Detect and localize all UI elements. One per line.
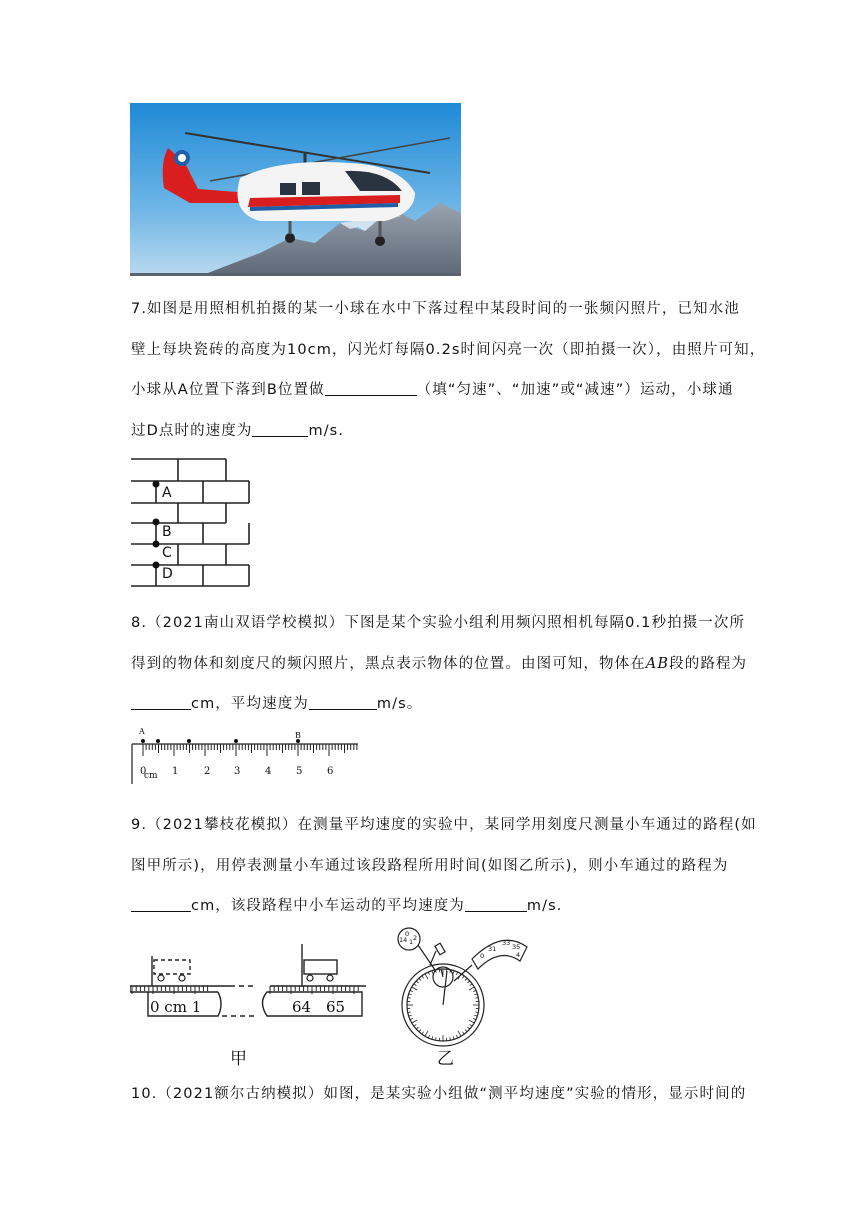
label-a: A bbox=[162, 485, 172, 501]
dial-tick bbox=[465, 978, 467, 980]
tick-label-2: 2 bbox=[204, 766, 211, 777]
dial-tick bbox=[465, 1030, 467, 1032]
dial-tick bbox=[432, 1036, 433, 1039]
question-text: 小球从A位置下落到B位置做 bbox=[131, 382, 325, 398]
large-dial-label: 31 bbox=[488, 945, 497, 953]
tick-label-3: 3 bbox=[234, 766, 241, 777]
stopwatch-figure bbox=[392, 925, 534, 1049]
dial-tick bbox=[473, 990, 476, 991]
answer-blank[interactable] bbox=[131, 693, 191, 710]
question-text: m/s。 bbox=[376, 696, 423, 712]
object-dot-a bbox=[141, 739, 145, 743]
label-d: D bbox=[162, 566, 173, 582]
question-text: 图甲所示)，用停表测量小车通过该段路程所用时间(如图乙所示)，则小车通过的路程为 bbox=[131, 857, 729, 874]
helicopter-photo bbox=[130, 103, 461, 276]
tick-label-5: 5 bbox=[296, 766, 303, 777]
answer-blank[interactable] bbox=[325, 379, 417, 396]
dial-tick bbox=[458, 1031, 461, 1036]
dial-tick bbox=[409, 1015, 412, 1016]
question-text: m/s. bbox=[526, 898, 563, 914]
tick-label-6: 6 bbox=[327, 766, 334, 777]
question-number: 7. bbox=[131, 301, 148, 317]
dial-tick bbox=[409, 994, 412, 995]
dial-tick bbox=[416, 981, 418, 983]
question-text: 段的路程为 bbox=[669, 655, 748, 672]
dial-tick bbox=[422, 976, 424, 978]
figure-caption-a: 甲 bbox=[230, 1049, 247, 1069]
ruler-label-a: A bbox=[139, 727, 145, 736]
question-text: （2021额尔古纳模拟）如图，是某实验小组做“测平均速度”实验的情形，显示时间的 bbox=[157, 1086, 747, 1102]
brick-wall-figure bbox=[131, 456, 253, 588]
ball-position-b bbox=[153, 519, 160, 526]
dial-tick bbox=[412, 987, 417, 990]
dial-tick bbox=[432, 971, 433, 974]
ruler-64-label: 64 bbox=[292, 998, 312, 1016]
question-text: cm，该段路程中小车运动的平均速度为 bbox=[191, 898, 465, 914]
ball-position-a bbox=[153, 481, 160, 488]
dial-tick bbox=[422, 1032, 424, 1034]
question-text: cm，平均速度为 bbox=[191, 696, 309, 712]
question-text: 过D点时的速度为 bbox=[131, 422, 253, 439]
dial-tick bbox=[456, 972, 457, 975]
dial-tick bbox=[469, 1020, 474, 1023]
dial-tick bbox=[425, 1031, 428, 1036]
question-10 bbox=[131, 1074, 751, 1115]
answer-blank[interactable] bbox=[131, 895, 191, 912]
object-dot bbox=[156, 739, 160, 743]
large-dial-label: 35 bbox=[512, 943, 521, 951]
large-dial-label: 0 bbox=[480, 952, 485, 960]
small-dial-label: 1 bbox=[409, 938, 414, 946]
dial-tick bbox=[462, 1032, 464, 1034]
question-number: 10. bbox=[131, 1086, 158, 1102]
dial-tick bbox=[468, 1027, 470, 1029]
question-text: （填“匀速”、“加速”或“减速”）运动，小球通 bbox=[416, 382, 734, 398]
question-text: （2021南山双语学校模拟）下图是某个实验小组利用频闪照相机每隔0.1秒拍摄一次所 bbox=[147, 615, 746, 631]
object-dot bbox=[187, 739, 191, 743]
dial-tick bbox=[469, 987, 474, 990]
question-text: 壁上每块瓷砖的高度为10cm，闪光灯每隔0.2s时间闪亮一次（即拍摄一次），由照片可知， bbox=[131, 341, 766, 358]
dial-tick bbox=[456, 1035, 457, 1038]
dial-tick bbox=[412, 1020, 417, 1023]
dial-tick bbox=[428, 1035, 429, 1038]
tick-label-4: 4 bbox=[265, 766, 272, 777]
question-7 bbox=[131, 289, 766, 451]
dial-tick bbox=[419, 1030, 421, 1032]
small-dial-label: 2 bbox=[413, 934, 418, 942]
dial-tick bbox=[410, 990, 413, 991]
question-text: （2021攀枝花模拟）在测量平均速度的实验中，某同学用刻度尺测量小车通过的路程(如 bbox=[147, 817, 757, 833]
segment-label: AB bbox=[645, 655, 670, 672]
dial-tick bbox=[425, 974, 428, 979]
small-dial-label: 14 bbox=[399, 936, 408, 944]
question-text: 如图是用照相机拍摄的某一小球在水中下落过程中某段时间的一张频闪照片，已知水池 bbox=[147, 301, 740, 317]
question-text: m/s. bbox=[308, 422, 345, 439]
dial-tick bbox=[474, 994, 477, 995]
figure-caption-b: 乙 bbox=[437, 1049, 454, 1069]
ruler-start-label: 0 cm 1 bbox=[150, 998, 202, 1016]
dial-tick bbox=[428, 972, 429, 975]
ruler-unit: cm bbox=[144, 771, 158, 781]
dial-tick bbox=[453, 971, 454, 974]
label-b: B bbox=[162, 524, 172, 540]
ball-position-d bbox=[153, 562, 160, 569]
large-dial-label: 33 bbox=[502, 939, 511, 947]
question-9 bbox=[131, 805, 757, 927]
question-8 bbox=[131, 603, 748, 725]
label-c: C bbox=[162, 545, 172, 561]
tick-label-0: 0 bbox=[140, 766, 147, 777]
ruler-label-b: B bbox=[295, 731, 301, 740]
large-dial-label: 4 bbox=[516, 951, 521, 959]
question-text: 得到的物体和刻度尺的频闪照片，黑点表示物体的位置。由图可知，物体在 bbox=[131, 655, 646, 672]
dial-tick bbox=[462, 976, 464, 978]
dial-tick bbox=[468, 981, 470, 983]
dial-tick bbox=[416, 1027, 418, 1029]
dial-tick bbox=[474, 1015, 477, 1016]
small-dial-label: 0 bbox=[405, 930, 410, 938]
answer-blank[interactable] bbox=[252, 420, 308, 437]
dial-tick bbox=[470, 1024, 472, 1026]
ruler-65-label: 65 bbox=[326, 998, 346, 1016]
dial-tick bbox=[410, 1018, 413, 1019]
dial-tick bbox=[414, 1024, 416, 1026]
dial-tick bbox=[453, 1036, 454, 1039]
dial-tick bbox=[470, 984, 472, 986]
dial-tick bbox=[414, 984, 416, 986]
dial-tick bbox=[419, 978, 421, 980]
tick-label-1: 1 bbox=[172, 766, 179, 777]
question-number: 9. bbox=[131, 817, 148, 833]
object-dot bbox=[234, 739, 238, 743]
question-number: 8. bbox=[131, 615, 148, 631]
ball-position-c bbox=[153, 541, 160, 548]
cart-ruler-figure bbox=[130, 944, 366, 1026]
answer-blank[interactable] bbox=[465, 895, 527, 912]
answer-blank[interactable] bbox=[309, 693, 377, 710]
ruler-figure bbox=[128, 726, 362, 788]
dial-tick bbox=[473, 1018, 476, 1019]
